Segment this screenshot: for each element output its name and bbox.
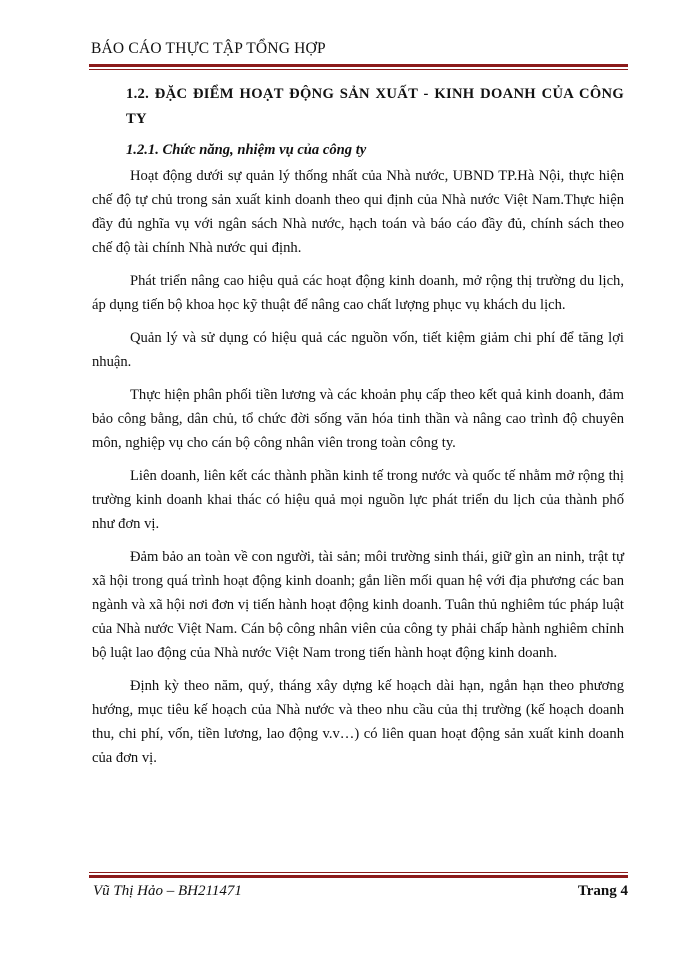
section-heading: 1.2. ĐẶC ĐIỂM HOẠT ĐỘNG SẢN XUẤT - KINH DOANH CỦA CÔNG TY xyxy=(126,86,624,127)
footer-divider-thick xyxy=(89,875,628,878)
report-header-title: BÁO CÁO THỰC TẬP TỔNG HỢP xyxy=(91,40,326,57)
footer-divider-thin xyxy=(89,872,628,873)
paragraph: Quản lý và sử dụng có hiệu quả các nguồn vốn, tiết kiệm giảm chi phí để tăng lợi nhuận. xyxy=(92,330,624,370)
paragraph: Liên doanh, liên kết các thành phần kinh tế trong nước và quốc tế nhằm mở rộng thị trường kinh doanh khai thác có hiệu quả mọi nguồn lực phát triển du lịch của thành phố như đơn vị. xyxy=(92,468,624,532)
paragraph: Định kỳ theo năm, quý, tháng xây dựng kế hoạch dài hạn, ngắn hạn theo phương hướng, mục tiêu kế hoạch của Nhà nước và theo nhu cầu của thị trường (kế hoạch doanh thu, chi phí, vốn, tiền lương, lao động v.v…) có liên quan hoạt động sản xuất kinh doanh của đơn vị. xyxy=(92,678,624,766)
paragraph: Đảm bảo an toàn về con người, tài sản; môi trường sinh thái, giữ gìn an ninh, trật tự xã hội trong quá trình hoạt động kinh doanh; gắn liền mối quan hệ với địa phương các ban ngành và xã hội nơi đơn vị tiến hành hoạt động kinh doanh. Tuân thủ nghiêm túc pháp luật của Nhà nước Việt Nam. Cán bộ công nhân viên của công ty phải chấp hành nghiêm chỉnh bộ luật lao động của Nhà nước Việt Nam trong tiến hành hoạt động kinh doanh. xyxy=(92,549,624,661)
header-divider-thin xyxy=(89,69,628,70)
paragraph: Thực hiện phân phối tiền lương và các khoản phụ cấp theo kết quả kinh doanh, đảm bảo công bằng, dân chủ, tổ chức đời sống văn hóa tinh thần và nâng cao trình độ chuyên môn, nghiệp vụ cho cán bộ công nhân viên trong toàn công ty. xyxy=(92,387,624,451)
header-divider-thick xyxy=(89,64,628,67)
document-body xyxy=(92,82,624,779)
footer-author: Vũ Thị Hảo – BH211471 xyxy=(93,883,242,899)
page-number: Trang 4 xyxy=(577,883,628,899)
paragraph: Phát triển nâng cao hiệu quả các hoạt động kinh doanh, mở rộng thị trường du lịch, áp dụng tiến bộ khoa học kỹ thuật để nâng cao chất lượng phục vụ khách du lịch. xyxy=(92,273,624,313)
subsection-heading: 1.2.1. Chức năng, nhiệm vụ của công ty xyxy=(126,142,367,158)
paragraph: Hoạt động dưới sự quản lý thống nhất của Nhà nước, UBND TP.Hà Nội, thực hiện chế độ tự chủ trong sản xuất kinh doanh theo qui định của Nhà nước Việt Nam.Thực hiện đầy đủ nghĩa vụ với ngân sách Nhà nước, hạch toán và báo cáo đầy đủ, chính sách theo chế độ tài chính Nhà nước qui định. xyxy=(92,168,624,256)
